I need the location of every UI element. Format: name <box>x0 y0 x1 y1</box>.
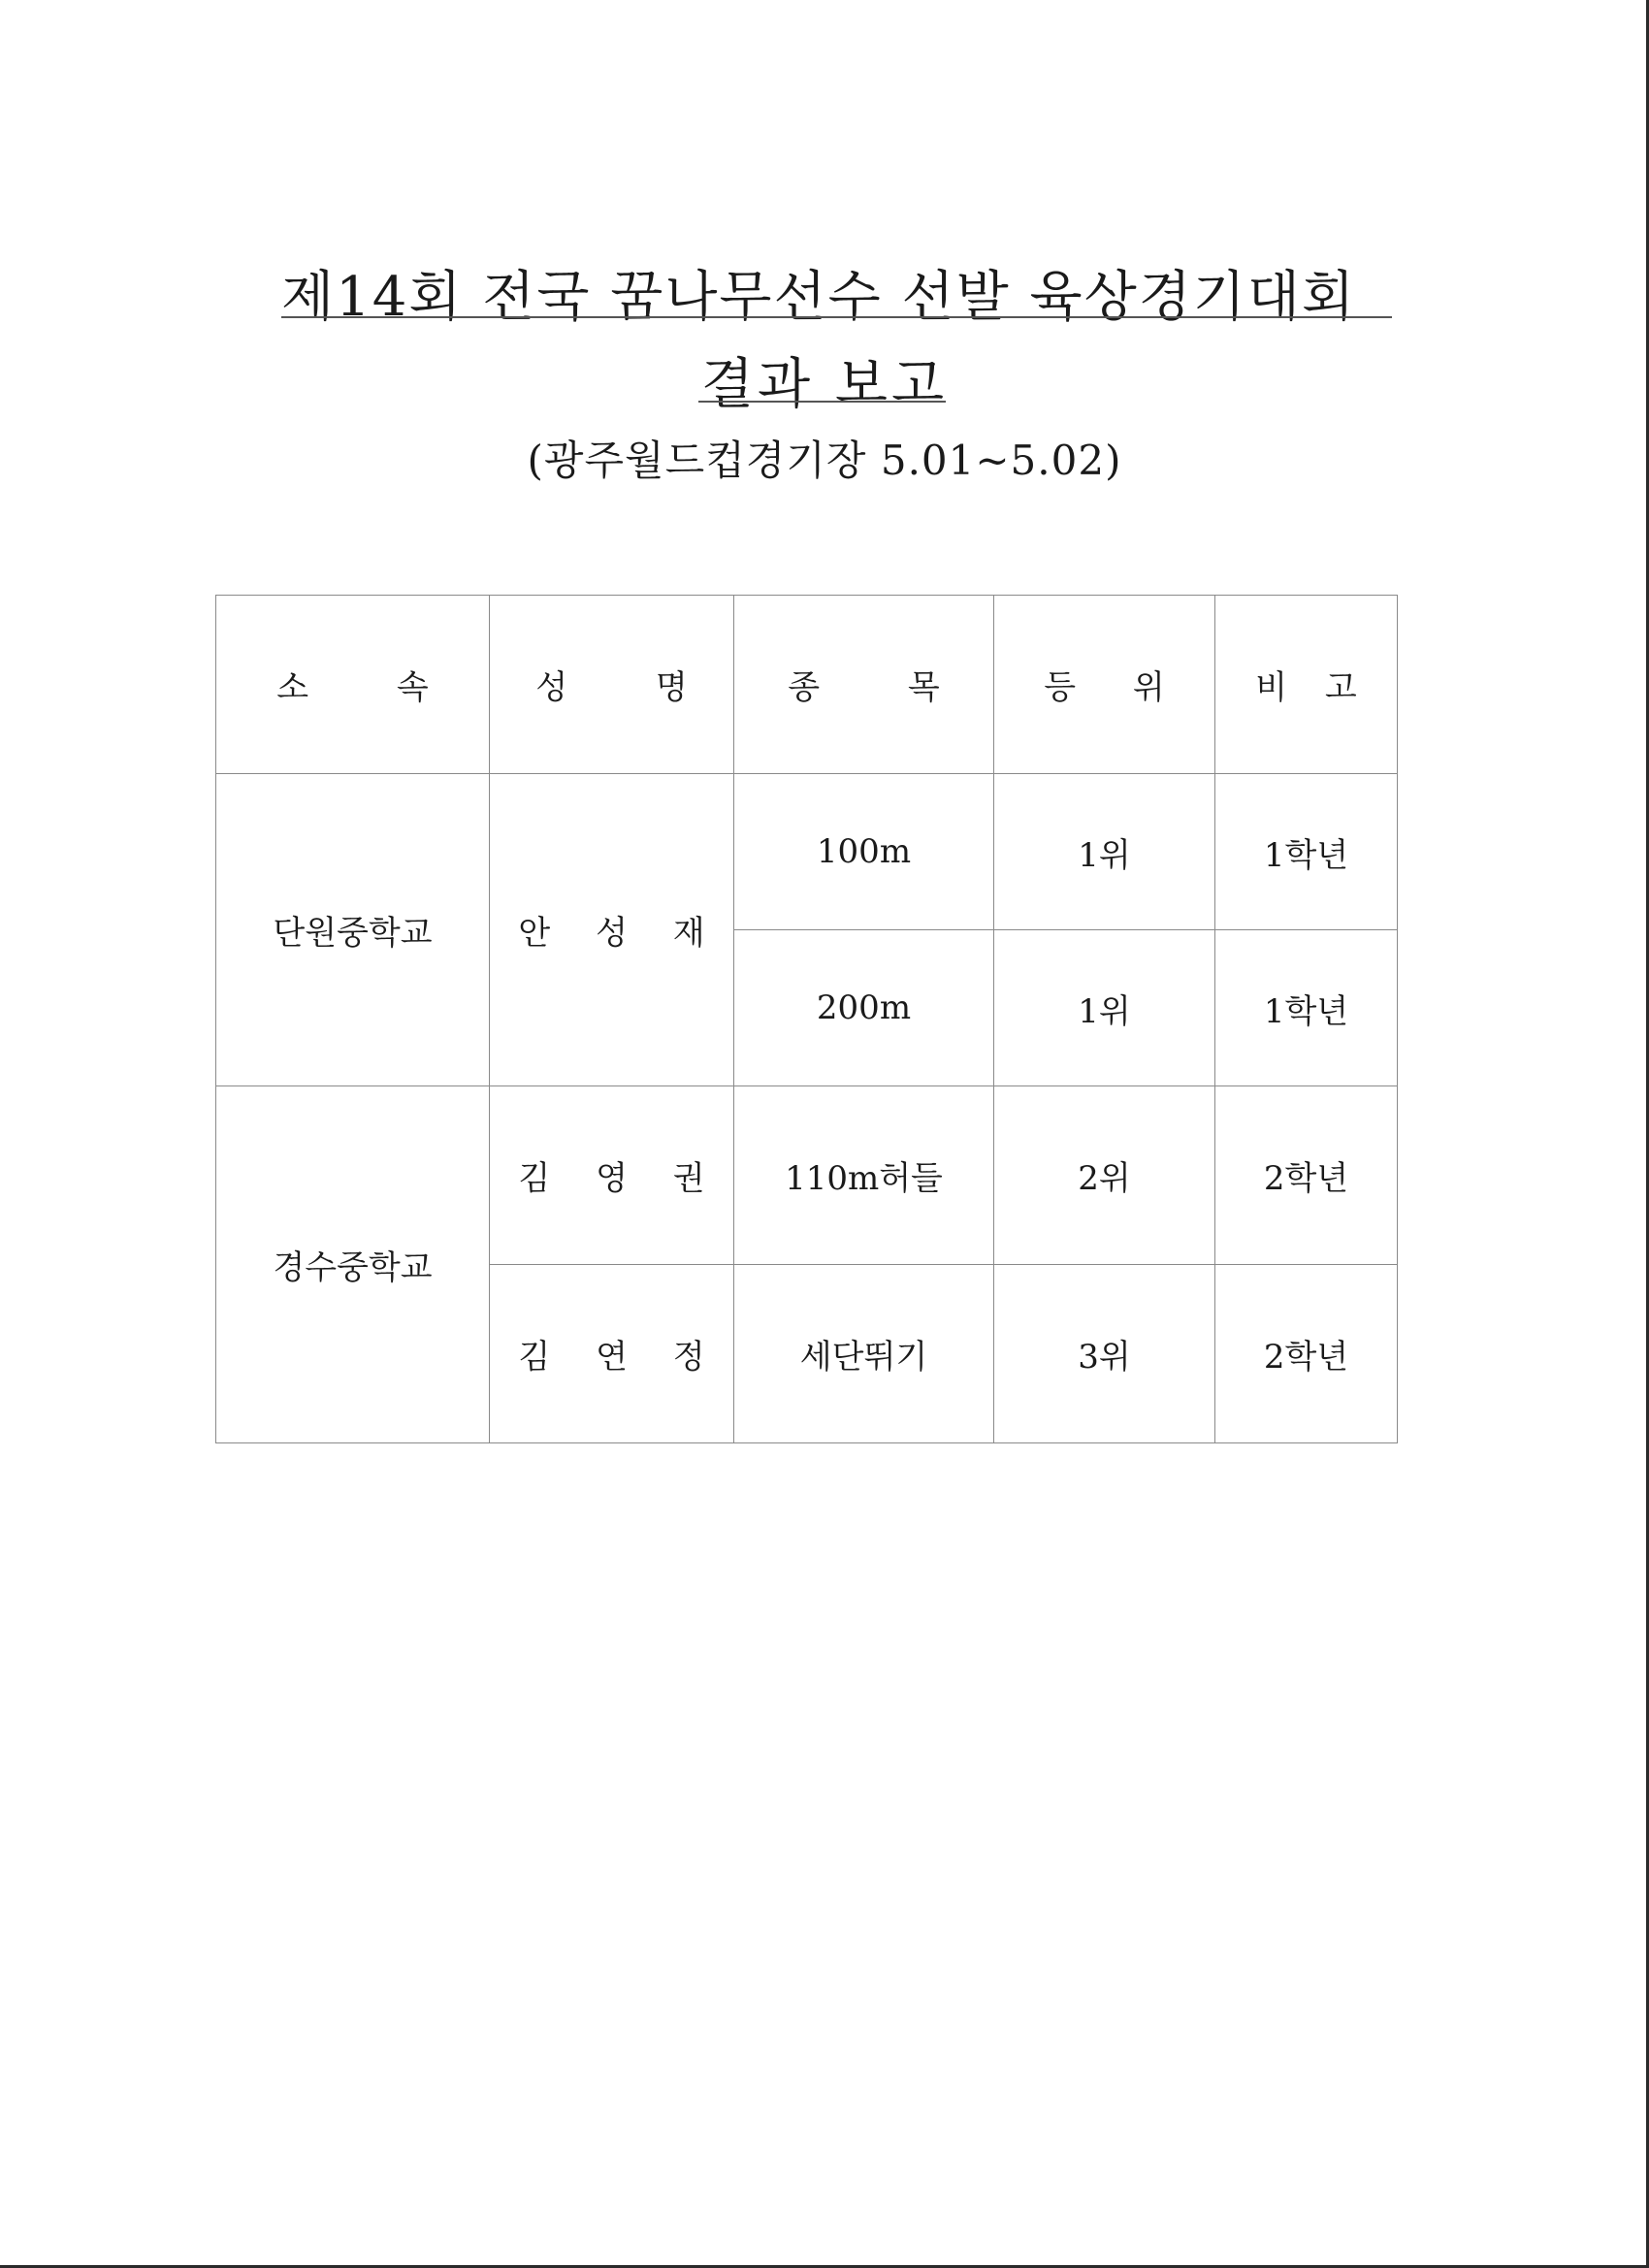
cell-name: 김 영 권 <box>490 1086 734 1265</box>
table-row <box>216 1086 1398 1265</box>
cell-name: 안 성 재 <box>490 774 734 1086</box>
cell-rank: 1위 <box>994 930 1215 1086</box>
results-table <box>215 595 1398 1443</box>
table-header-row <box>216 596 1398 774</box>
header-note: 비 고 <box>1215 596 1398 774</box>
cell-rank: 2위 <box>994 1086 1215 1265</box>
cell-event: 110m허들 <box>734 1086 994 1265</box>
cell-rank: 1위 <box>994 774 1215 930</box>
cell-rank: 3위 <box>994 1265 1215 1443</box>
cell-event: 200m <box>734 930 994 1086</box>
cell-name: 김 연 정 <box>490 1265 734 1443</box>
cell-event: 100m <box>734 774 994 930</box>
report-underline <box>698 401 946 403</box>
cell-note: 1학년 <box>1215 774 1398 930</box>
cell-note: 1학년 <box>1215 930 1398 1086</box>
cell-affiliation: 단원중학교 <box>216 774 490 1086</box>
table-row <box>216 774 1398 930</box>
header-affiliation: 소 속 <box>216 596 490 774</box>
document-title: 제14회 전국 꿈나무선수 선발 육상경기대회 <box>281 266 1357 329</box>
cell-note: 2학년 <box>1215 1086 1398 1265</box>
cell-event: 세단뛰기 <box>734 1265 994 1443</box>
title-underline <box>281 316 1392 318</box>
cell-affiliation: 경수중학교 <box>216 1086 490 1443</box>
venue-date-subtitle: (광주월드컵경기장 5.01~5.02) <box>527 437 1122 484</box>
document-title-report: 결과 보고 <box>700 353 949 416</box>
cell-note: 2학년 <box>1215 1265 1398 1443</box>
header-event: 종 목 <box>734 596 994 774</box>
header-rank: 등 위 <box>994 596 1215 774</box>
header-name: 성 명 <box>490 596 734 774</box>
